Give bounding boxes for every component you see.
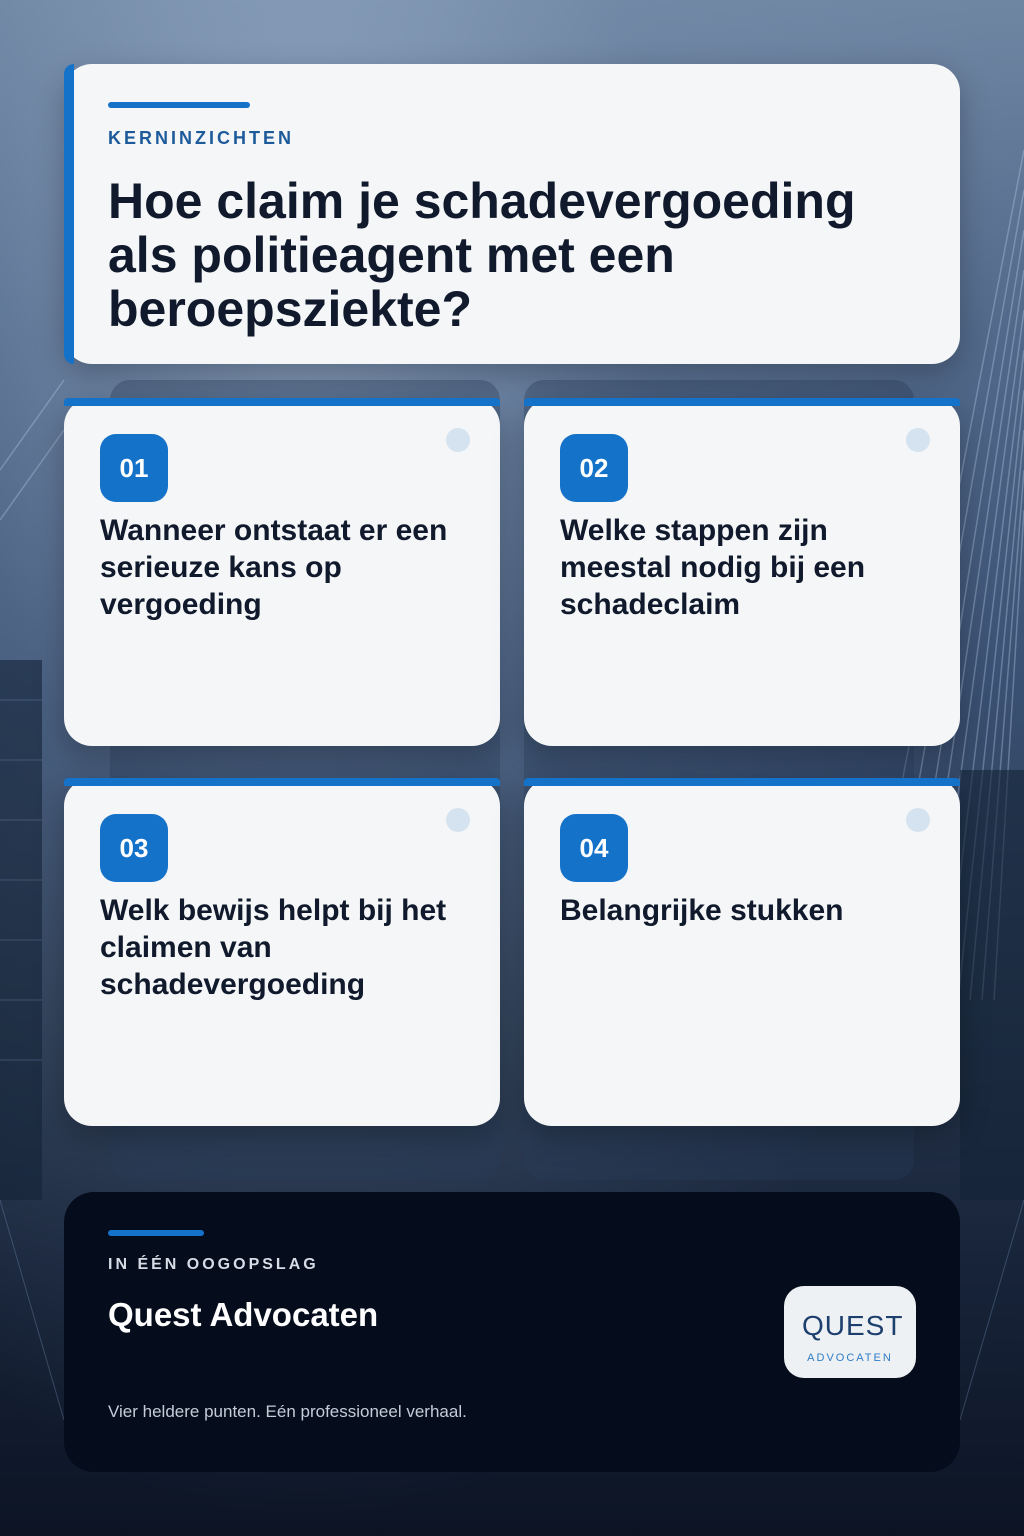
header-accent-bar <box>64 64 74 364</box>
tile-title: Welke stappen zijn meestal nodig bij een schadeclaim <box>560 514 866 621</box>
header-short-line <box>108 102 250 108</box>
tile-number-badge: 04 <box>560 814 628 882</box>
tile-title: Wanneer ontstaat er een serieuze kans op vergoeding <box>100 514 448 621</box>
tile-number-badge: 03 <box>100 814 168 882</box>
decorative-dot-icon <box>906 808 930 832</box>
insight-tile-3 <box>64 778 500 1126</box>
tile-top-bar <box>524 778 960 786</box>
brand-name: Quest Advocaten <box>108 1296 379 1333</box>
footer-card <box>64 1192 960 1472</box>
logo-wordmark: QUEST <box>802 1310 904 1341</box>
tile-top-bar <box>64 778 500 786</box>
decorative-dot-icon <box>446 808 470 832</box>
tile-title: Belangrijke stukken <box>560 894 844 927</box>
header-card <box>64 64 960 364</box>
logo-subtitle: ADVOCATEN <box>807 1352 893 1364</box>
quest-logo <box>784 1286 916 1378</box>
footer-eyebrow: IN ÉÉN OOGOPSLAG <box>108 1256 319 1273</box>
header-eyebrow: KERNINZICHTEN <box>108 128 294 148</box>
tile-top-bar <box>64 398 500 406</box>
insight-tile-2 <box>524 398 960 746</box>
tile-title: Welk bewijs helpt bij het claimen van schadevergoeding <box>100 894 447 1001</box>
footer-short-line <box>108 1230 204 1236</box>
tile-number-badge: 02 <box>560 434 628 502</box>
insight-tile-1 <box>64 398 500 746</box>
insight-tile-4 <box>524 778 960 1126</box>
decorative-dot-icon <box>906 428 930 452</box>
tile-top-bar <box>524 398 960 406</box>
tile-number-badge: 01 <box>100 434 168 502</box>
decorative-dot-icon <box>446 428 470 452</box>
footer-tagline: Vier heldere punten. Eén professioneel verhaal. <box>108 1402 467 1421</box>
page-title: Hoe claim je schadevergoeding als politieagent met een beroepsziekte? <box>108 173 856 337</box>
